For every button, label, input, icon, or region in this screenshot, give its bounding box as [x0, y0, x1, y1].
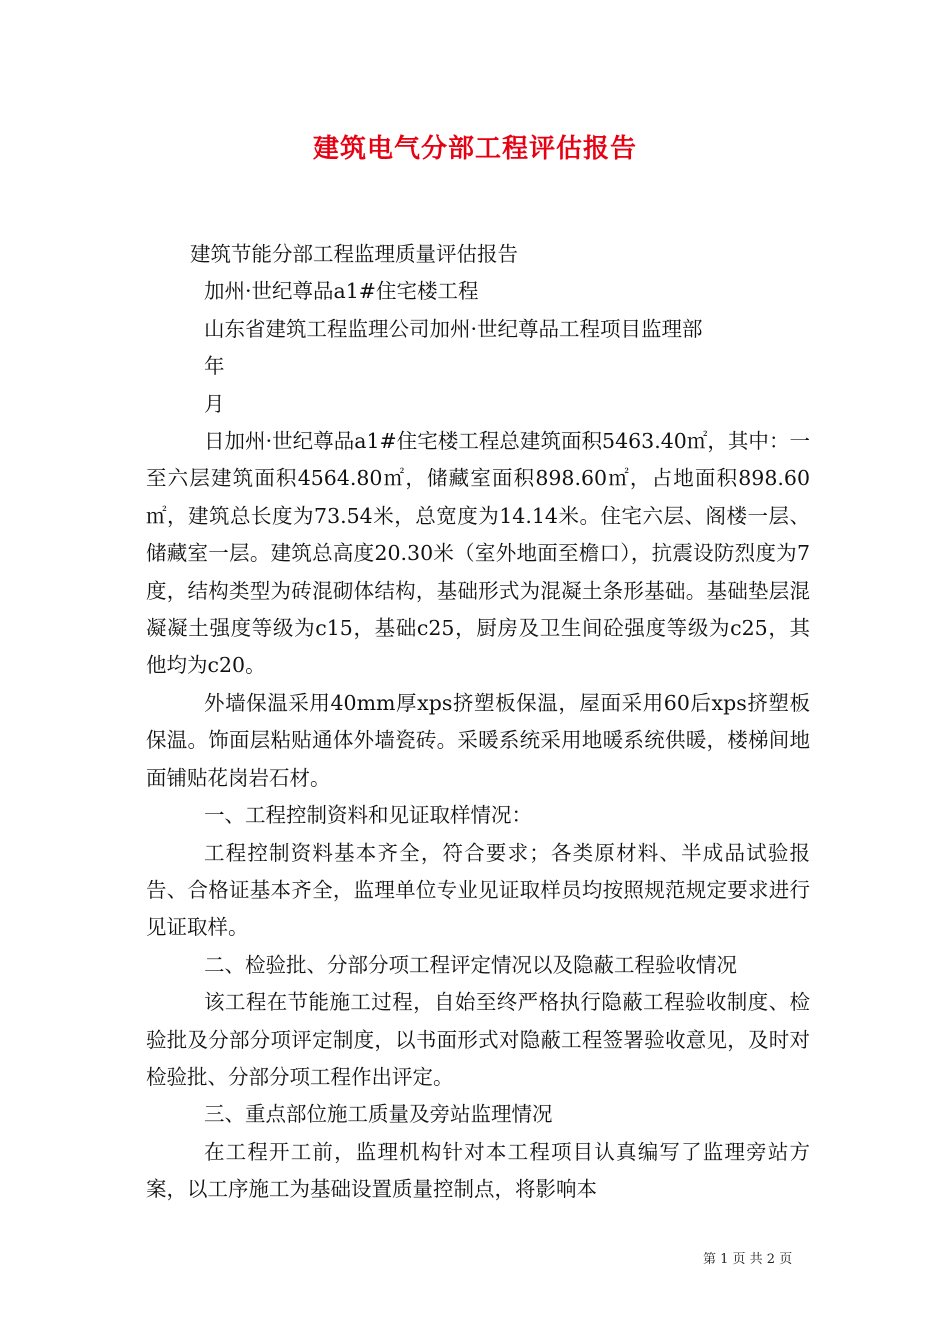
date-month: 月 [204, 391, 225, 416]
section-heading-3: 三、重点部位施工质量及旁站监理情况 [204, 1102, 553, 1127]
section-heading-1: 一、工程控制资料和见证取样情况： [204, 803, 532, 828]
paragraph-inspection: 该工程在节能施工过程，自始至终严格执行隐蔽工程验收制度、检验批及分部分项评定制度，以书面形式对隐蔽工程签署验收意见，及时对检验批、分部分项工程作出评定。 [146, 990, 810, 1089]
company-name: 山东省建筑工程监理公司加州·世纪尊品工程项目监理部 [204, 316, 703, 341]
document-body [146, 236, 810, 1209]
paragraph-supervision: 在工程开工前，监理机构针对本工程项目认真编写了监理旁站方案，以工序施工为基础设置质量控制点，将影响本 [146, 1139, 810, 1202]
date-year: 年 [204, 354, 225, 379]
document-title: 建筑电气分部工程评估报告 [312, 134, 637, 164]
paragraph-overview: 日加州·世纪尊品a1#住宅楼工程总建筑面积5463.40㎡，其中：一至六层建筑面积4564.80㎡，储藏室面积898.60㎡，占地面积898.60㎡，建筑总长度为73.54米，总宽度为14.14米。住宅六层、阁楼一层、储藏室一层。建筑总高度20.30米（室外地面至檐口），抗震设防烈度为7度，结构类型为砖混砌体结构，基础形式为混凝土条形基础。基础垫层混凝凝土强度等级为c15，基础c25，厨房及卫生间砼强度等级为c25，其他均为c20。 [146, 429, 810, 678]
paragraph-insulation: 外墙保温采用40mm厚xps挤塑板保温，屋面采用60后xps挤塑板保温。饰面层粘贴通体外墙瓷砖。采暖系统采用地暖系统供暖，楼梯间地面铺贴花岗岩石材。 [146, 690, 810, 790]
project-name: 加州·世纪尊品a1#住宅楼工程 [204, 279, 479, 304]
page-number: 第 1 页 共 2 页 [703, 1252, 793, 1267]
section-heading-2: 二、检验批、分部分项工程评定情况以及隐蔽工程验收情况 [204, 952, 737, 977]
paragraph-control-data: 工程控制资料基本齐全，符合要求；各类原材料、半成品试验报告、合格证基本齐全，监理单位专业见证取样员均按照规范规定要求进行见证取样。 [146, 840, 810, 940]
report-heading: 建筑节能分部工程监理质量评估报告 [190, 242, 518, 266]
